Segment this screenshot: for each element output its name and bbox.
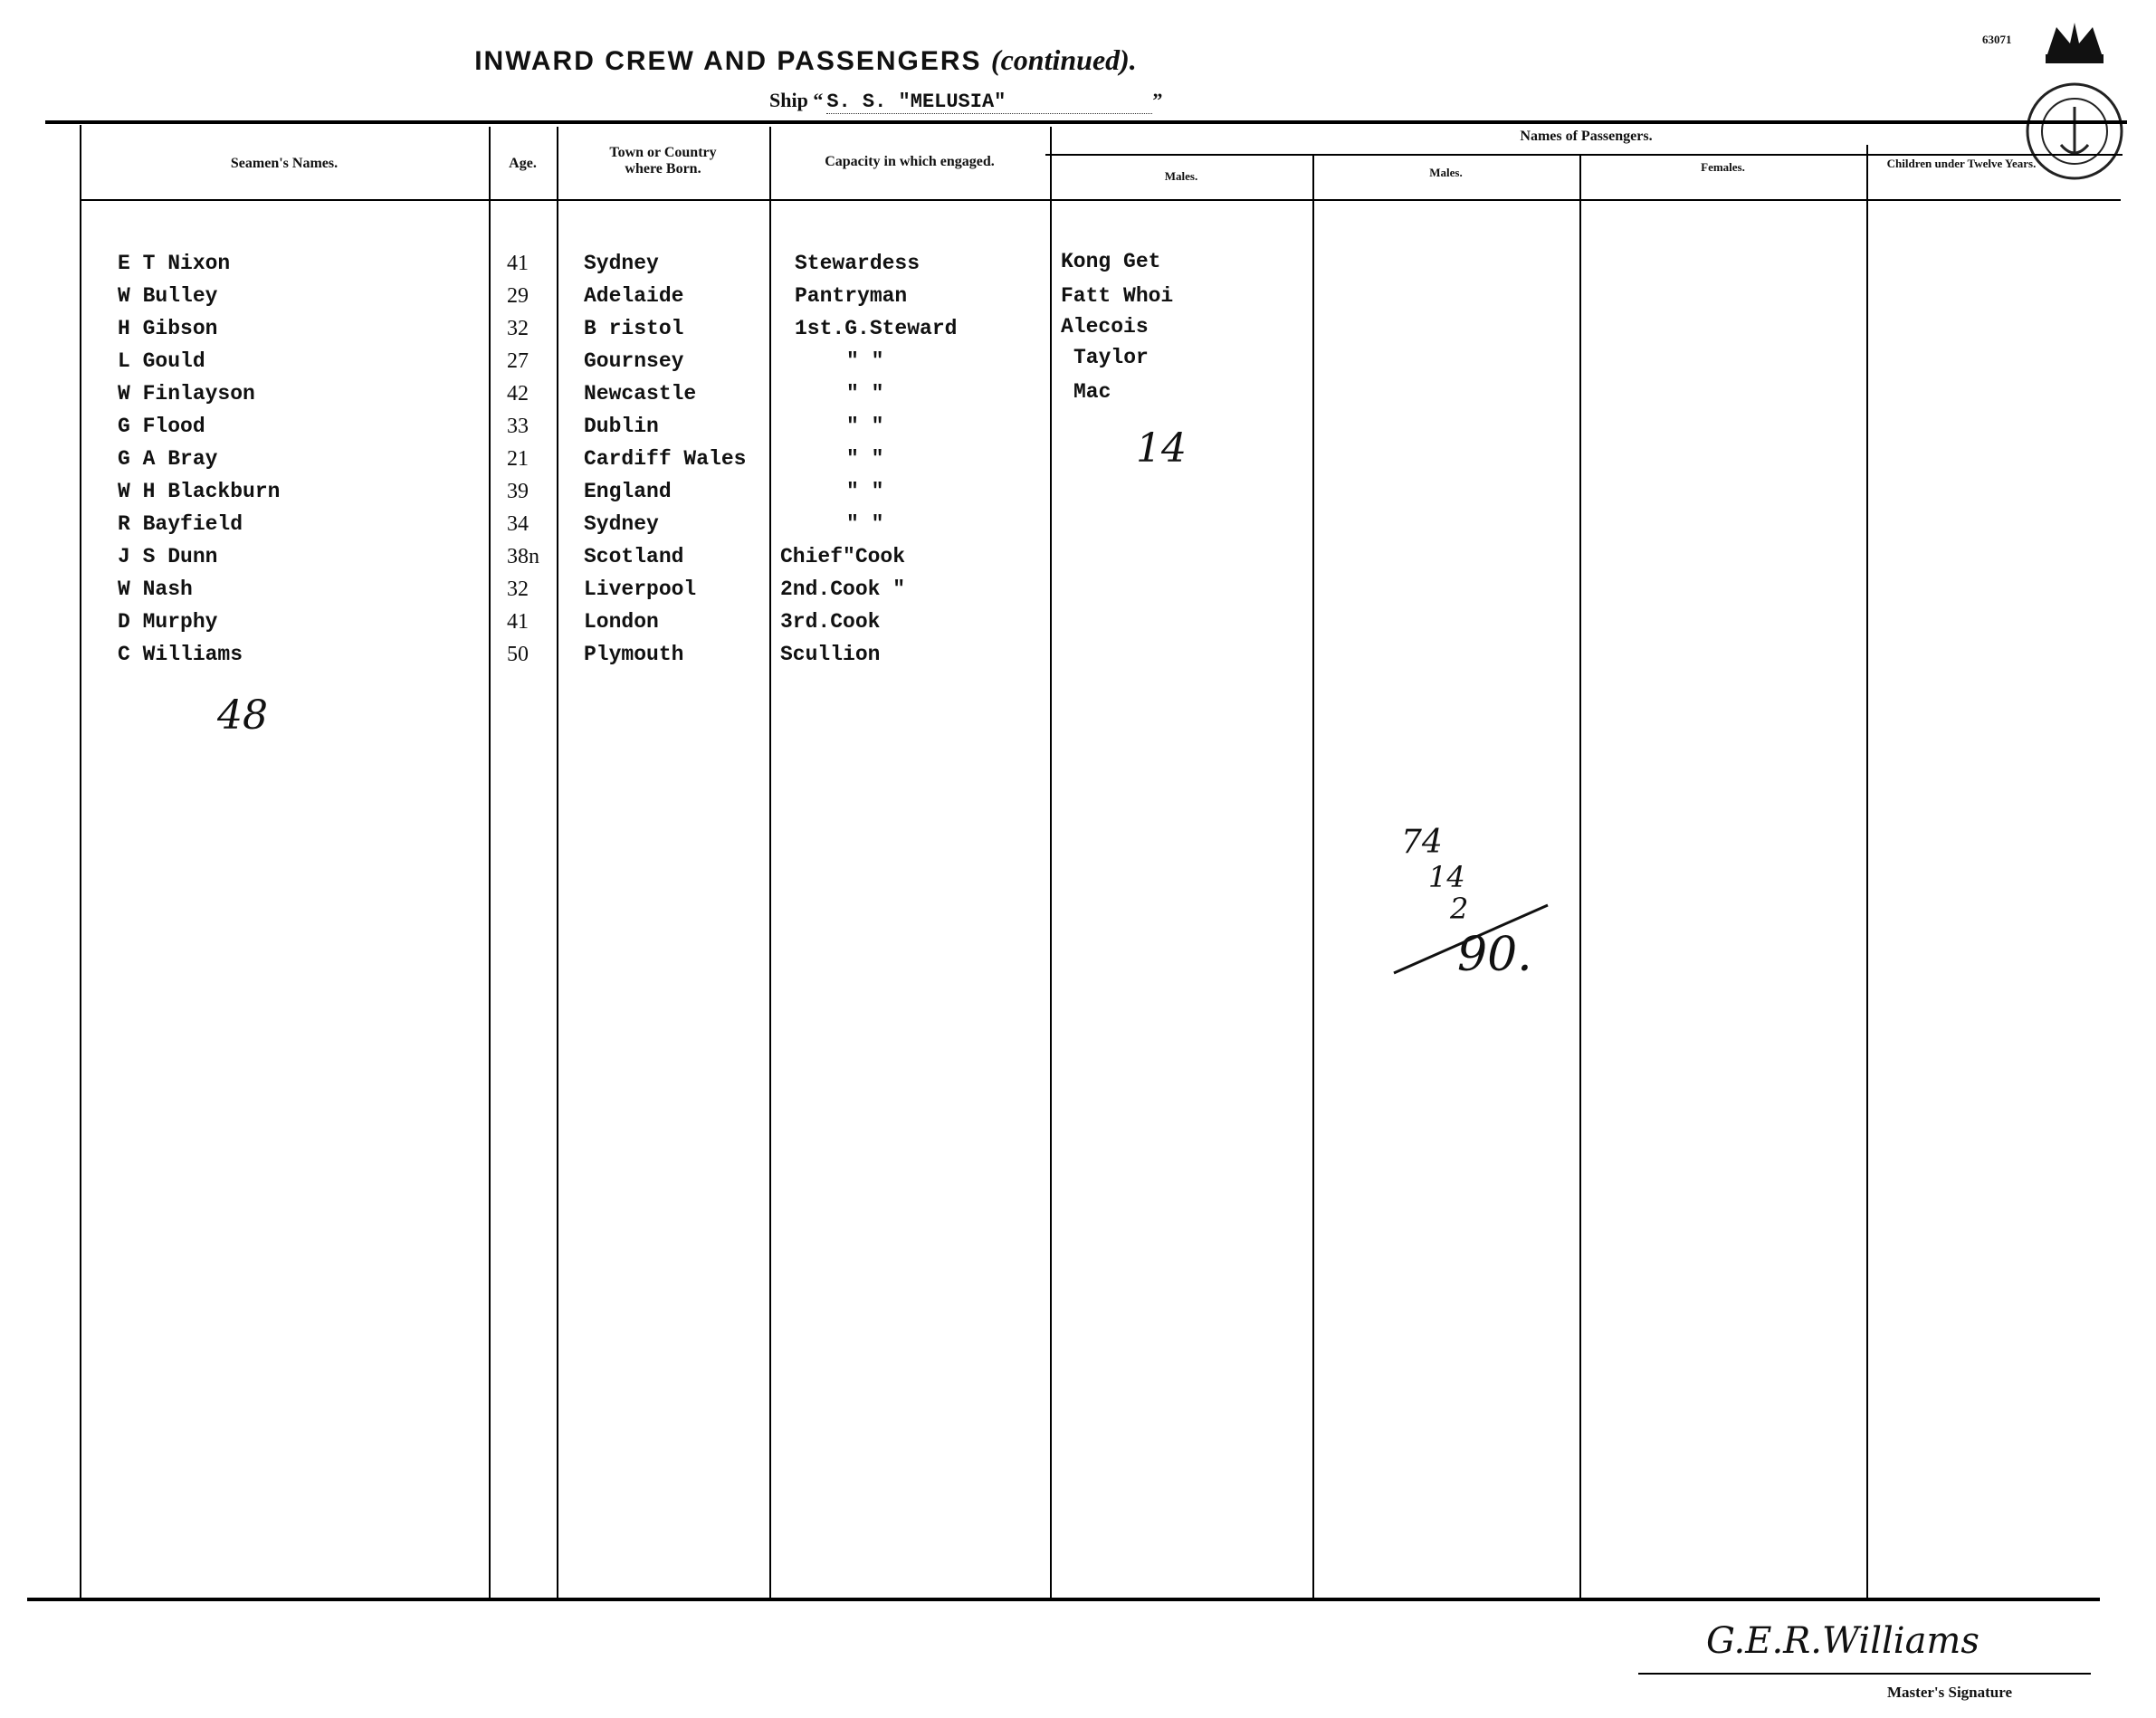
signature-line — [1638, 1673, 2091, 1675]
crew-age: 27 — [507, 349, 529, 373]
page-title — [0, 43, 1611, 77]
crew-name: D Murphy — [118, 610, 218, 634]
crew-capacity: " " — [846, 512, 884, 536]
ship-line — [769, 89, 1162, 114]
header-females: Females. — [1701, 160, 1745, 174]
table-top-rule — [45, 120, 2127, 124]
crew-born: Plymouth — [584, 643, 684, 666]
crew-name: W Nash — [118, 577, 193, 601]
crew-age: 29 — [507, 284, 529, 308]
crew-age: 33 — [507, 415, 529, 438]
title-suffix: (continued). — [990, 43, 1137, 76]
passenger-male: Alecois — [1061, 315, 1149, 339]
crew-age: 38n — [507, 545, 539, 568]
handwritten-tally-1: 74 — [1401, 824, 1443, 861]
header-males-2: Males. — [1429, 166, 1463, 179]
crew-born: England — [584, 480, 672, 503]
crew-born: Scotland — [584, 545, 684, 568]
header-names-of-passengers: Names of Passengers. — [1520, 129, 1653, 144]
handwritten-passenger-total: 14 — [1136, 425, 1187, 472]
crew-age: 42 — [507, 382, 529, 406]
header-town-born — [557, 145, 769, 177]
header-town-born-line2: where Born. — [625, 161, 701, 177]
header-capacity: Capacity in which engaged. — [825, 154, 995, 169]
passenger-male: Fatt Whoi — [1061, 284, 1174, 308]
crew-born: B ristol — [584, 317, 684, 340]
crew-age: 41 — [507, 610, 529, 634]
handwritten-tally-3: 2 — [1450, 892, 1469, 926]
crew-name: E T Nixon — [118, 252, 231, 275]
handwritten-crew-total: 48 — [217, 692, 268, 739]
ship-close-quote: ” — [1152, 89, 1163, 111]
crew-name: W H Blackburn — [118, 480, 281, 503]
crew-capacity: " " — [846, 382, 884, 406]
crew-age: 21 — [507, 447, 529, 471]
table-bottom-rule — [27, 1598, 2100, 1601]
ship-label: Ship “ — [769, 89, 824, 111]
crew-name: C Williams — [118, 643, 243, 666]
header-males-1: Males. — [1164, 169, 1198, 183]
crew-name: W Finlayson — [118, 382, 255, 406]
crew-name: G A Bray — [118, 447, 218, 471]
crew-born: Cardiff Wales — [584, 447, 747, 471]
crew-capacity: " " — [846, 349, 884, 373]
crew-name: R Bayfield — [118, 512, 243, 536]
crew-capacity: Pantryman — [795, 284, 908, 308]
crew-age: 34 — [507, 512, 529, 536]
col-rule-capacity — [769, 127, 771, 1600]
header-seamen-names: Seamen's Names. — [230, 156, 339, 171]
crew-name: H Gibson — [118, 317, 218, 340]
crew-born: Adelaide — [584, 284, 684, 308]
crew-capacity: " " — [846, 415, 884, 438]
crew-born: Sydney — [584, 252, 659, 275]
signature-label: Master's Signature — [1887, 1684, 2013, 1701]
col-rule-age — [489, 127, 491, 1600]
master-signature: G.E.R.Williams — [1706, 1620, 1980, 1662]
passenger-male: Mac — [1073, 380, 1111, 404]
crew-capacity: Chief"Cook — [780, 545, 906, 568]
header-children: Children under Twelve Years. — [1886, 157, 2037, 170]
ship-name: S. S. "MELUSIA" — [826, 91, 1152, 114]
crew-born: Liverpool — [584, 577, 697, 601]
crew-age: 41 — [507, 252, 529, 275]
crew-name: G Flood — [118, 415, 205, 438]
col-rule-town — [557, 127, 558, 1600]
col-rule-males1 — [1050, 127, 1052, 1600]
crew-age: 32 — [507, 317, 529, 340]
crew-age: 50 — [507, 643, 529, 666]
crew-capacity: Scullion — [780, 643, 881, 666]
crew-name: L Gould — [118, 349, 205, 373]
col-rule-males2 — [1312, 156, 1314, 1600]
col-rule-females — [1579, 156, 1581, 1600]
form-number: 63071 — [1982, 33, 2012, 46]
passenger-male: Kong Get — [1061, 250, 1161, 273]
crew-name: W Bulley — [118, 284, 218, 308]
crew-capacity: Stewardess — [795, 252, 921, 275]
crew-capacity: 3rd.Cook — [780, 610, 881, 634]
header-town-born-line1: Town or Country — [609, 145, 717, 160]
title-text: INWARD CREW AND PASSENGERS — [474, 46, 982, 76]
crew-born: London — [584, 610, 659, 634]
crew-capacity: " " — [846, 480, 884, 503]
col-rule-left — [80, 125, 81, 1600]
header-bottom-rule — [80, 199, 2121, 201]
crew-born: Sydney — [584, 512, 659, 536]
crew-age: 32 — [507, 577, 529, 601]
col-rule-children — [1866, 145, 1868, 1600]
crew-name: J S Dunn — [118, 545, 218, 568]
handwritten-tally-2: 14 — [1428, 860, 1465, 894]
header-age: Age. — [509, 156, 537, 171]
crew-age: 39 — [507, 480, 529, 503]
crew-capacity: 1st.G.Steward — [795, 317, 958, 340]
crew-born: Newcastle — [584, 382, 697, 406]
handwritten-tally-total: 90. — [1457, 928, 1532, 982]
crew-born: Gournsey — [584, 349, 684, 373]
crew-capacity: " " — [846, 447, 884, 471]
crew-born: Dublin — [584, 415, 659, 438]
crew-capacity: 2nd.Cook " — [780, 577, 906, 601]
passenger-male: Taylor — [1073, 346, 1149, 369]
